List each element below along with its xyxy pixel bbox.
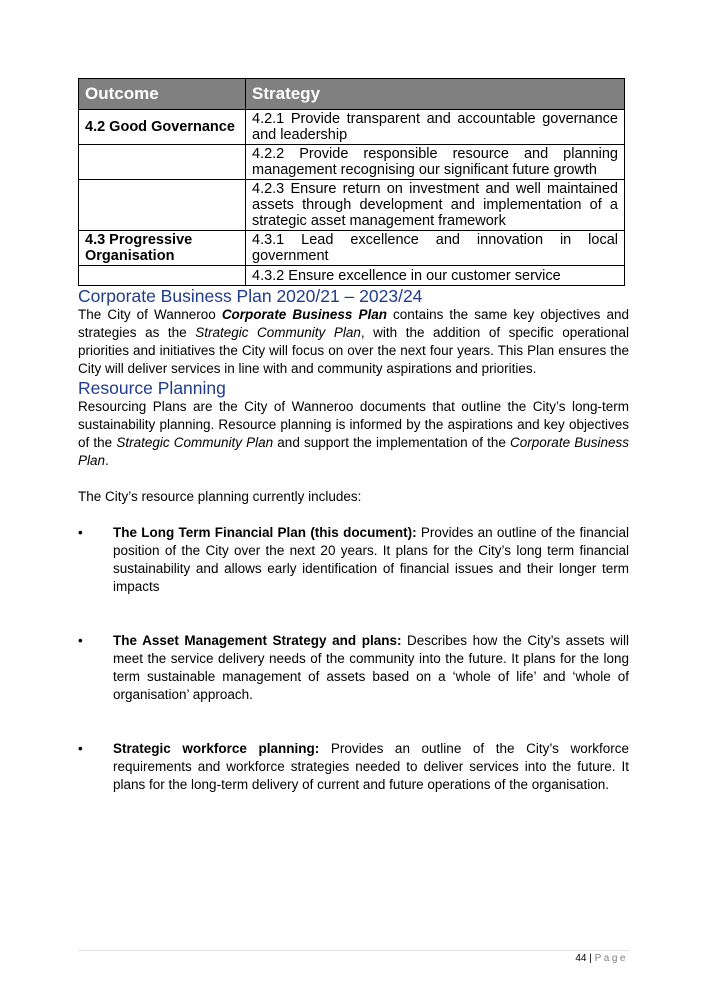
table-row xyxy=(79,145,625,180)
footer-separator: | xyxy=(586,953,595,964)
text-run: contains the same key objectives and strategies as the xyxy=(78,307,629,340)
bullet-icon: • xyxy=(78,741,83,756)
list-item xyxy=(78,632,629,704)
outcome-cell: 4.2 Good Governance xyxy=(79,110,246,145)
text-run: and support the implementation of the xyxy=(273,435,511,450)
footer-divider xyxy=(78,950,630,951)
list-item xyxy=(78,524,629,596)
emphasis-text: Corporate Business Plan xyxy=(78,435,629,468)
outcome-cell xyxy=(79,266,246,286)
strategy-table xyxy=(78,78,625,286)
section-heading-resource-planning: Resource Planning xyxy=(78,378,226,398)
bullet-icon: • xyxy=(78,633,83,648)
outcome-cell xyxy=(79,145,246,180)
table-row xyxy=(79,266,625,286)
strategy-cell: 4.3.2 Ensure excellence in our customer service xyxy=(246,266,625,286)
outcome-cell xyxy=(79,180,246,231)
list-item-text: Provides an outline of the City’s workforce requirements and workforce strategies needed to deliver services into the future. It plans for the long-term delivery of current and future operations of the organisation. xyxy=(113,741,629,792)
header-strategy: Strategy xyxy=(246,79,625,110)
header-outcome: Outcome xyxy=(79,79,246,110)
page-content xyxy=(78,78,629,830)
strategy-cell: 4.2.3 Ensure return on investment and well maintained assets through development and implementation of a strategic asset management framework xyxy=(246,180,625,231)
resource-planning-paragraph xyxy=(78,398,629,470)
text-run: Resourcing Plans are the City of Wanneroo documents that outline the City’s long-term sustainability planning. Resource planning is informed by the aspirations and key objectives of the xyxy=(78,399,629,450)
table-row xyxy=(79,231,625,266)
table-header-row xyxy=(79,79,625,110)
strategy-cell: 4.2.1 Provide transparent and accountable governance and leadership xyxy=(246,110,625,145)
list-item-text: Describes how the City’s assets will meet the service delivery needs of the community into the future. It plans for the long term sustainable management of assets based on a ‘whole of life’ and ‘whole of organisation’ approach. xyxy=(113,633,629,702)
footer-page-label: Page xyxy=(594,953,628,964)
list-item-title: Strategic workforce planning: xyxy=(113,741,320,756)
table-row xyxy=(79,180,625,231)
section-heading-corporate-business-plan: Corporate Business Plan 2020/21 – 2023/24 xyxy=(78,286,423,306)
emphasis-text: Corporate Business Plan xyxy=(221,307,387,322)
corporate-business-plan-paragraph xyxy=(78,306,629,378)
bullet-icon: • xyxy=(78,525,83,540)
page-footer xyxy=(575,953,628,965)
resource-plan-list xyxy=(78,524,629,794)
list-item-title: The Asset Management Strategy and plans: xyxy=(113,633,402,648)
emphasis-text: Strategic Community Plan xyxy=(195,325,361,340)
strategy-cell: 4.3.1 Lead excellence and innovation in local government xyxy=(246,231,625,266)
list-item-title: The Long Term Financial Plan (this document): xyxy=(113,525,417,540)
strategy-cell: 4.2.2 Provide responsible resource and planning management recognising our significant future growth xyxy=(246,145,625,180)
text-run: . xyxy=(105,453,109,468)
list-item xyxy=(78,740,629,794)
text-run: The City of Wanneroo xyxy=(78,307,222,322)
page-number: 44 xyxy=(575,953,587,964)
table-row xyxy=(79,110,625,145)
text-run: , with the addition of specific operational priorities and initiatives the City will focus on over the next four years. This Plan ensures the City will deliver services in line with and community aspirations and priorities. xyxy=(78,325,629,376)
outcome-cell: 4.3 Progressive Organisation xyxy=(79,231,246,266)
resource-planning-intro: The City’s resource planning currently includes: xyxy=(78,489,362,504)
emphasis-text: Strategic Community Plan xyxy=(116,435,274,450)
list-item-text: Provides an outline of the financial position of the City over the next 20 years. It plans for the City’s long term financial sustainability and allows early identification of financial issues and their longer term impacts xyxy=(113,525,629,594)
